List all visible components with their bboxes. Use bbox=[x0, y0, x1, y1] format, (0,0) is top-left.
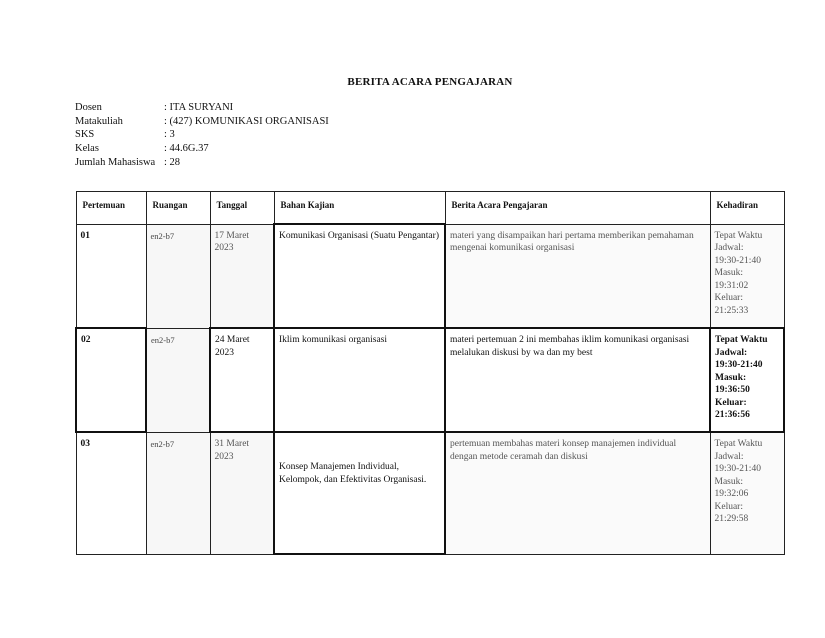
cell-tanggal: 31 Maret 2023 bbox=[210, 432, 274, 554]
table-row bbox=[76, 328, 784, 432]
meta-jumlah-mahasiswa bbox=[75, 156, 329, 170]
cell-berita-acara: pertemuan membahas materi konsep manajemen individual dengan metode ceramah dan diskusi bbox=[445, 432, 710, 554]
meta-label: Jumlah Mahasiswa bbox=[75, 156, 156, 168]
table-row bbox=[76, 432, 784, 554]
attendance-value: 19:30-21:40 bbox=[714, 464, 761, 474]
meta-label: Matakuliah bbox=[75, 115, 123, 127]
attendance-label: Jadwal: bbox=[715, 347, 748, 358]
table-row bbox=[76, 224, 784, 328]
cell-pertemuan: 03 bbox=[76, 432, 146, 554]
cell-pertemuan: 01 bbox=[76, 224, 146, 328]
cell-bahan-kajian: Komunikasi Organisasi (Suatu Pengantar) bbox=[274, 224, 445, 328]
cell-pertemuan: 02 bbox=[76, 328, 146, 432]
header-kehadiran: Kehadiran bbox=[710, 192, 784, 225]
attendance-value: 19:36:50 bbox=[715, 385, 750, 395]
cell-berita-acara: materi pertemuan 2 ini membahas iklim komunikasi organisasi melalukan diskusi by wa dan my best bbox=[445, 328, 710, 432]
attendance-label: Jadwal: bbox=[714, 451, 744, 462]
cell-ruangan: en2-b7 bbox=[146, 432, 210, 554]
teaching-record-table bbox=[75, 191, 785, 555]
meta-label: Kelas bbox=[75, 143, 99, 155]
header-bahan-kajian: Bahan Kajian bbox=[274, 192, 445, 225]
cell-ruangan: en2-b7 bbox=[146, 328, 210, 432]
attendance-value: 21:25:33 bbox=[714, 305, 749, 316]
cell-bahan-kajian: Iklim komunikasi organisasi bbox=[274, 328, 445, 432]
cell-kehadiran bbox=[710, 224, 784, 328]
attendance-label: Masuk: bbox=[714, 268, 743, 278]
attendance-status: Tepat Waktu bbox=[714, 439, 763, 449]
cell-kehadiran bbox=[710, 328, 784, 432]
attendance-label: Jadwal: bbox=[714, 243, 744, 253]
meta-kelas bbox=[75, 142, 329, 156]
cell-ruangan: en2-b7 bbox=[146, 224, 210, 328]
attendance-label: Keluar: bbox=[714, 293, 743, 303]
meta-value: : 44.6G.37 bbox=[164, 143, 209, 155]
meta-value: : 3 bbox=[164, 129, 175, 141]
attendance-value: 21:36:56 bbox=[715, 410, 750, 420]
header-pertemuan: Pertemuan bbox=[76, 192, 146, 225]
attendance-value: 21:29:58 bbox=[714, 514, 749, 524]
course-info bbox=[75, 101, 329, 170]
attendance-label: Keluar: bbox=[714, 501, 743, 512]
attendance-value: 19:30-21:40 bbox=[715, 360, 763, 370]
attendance-label: Masuk: bbox=[715, 372, 747, 383]
meta-value: : ITA SURYANI bbox=[164, 102, 234, 113]
attendance-label: Keluar: bbox=[715, 397, 747, 408]
attendance-value: 19:31:02 bbox=[714, 280, 749, 291]
meta-label: SKS bbox=[75, 129, 95, 141]
cell-berita-acara: materi yang disampaikan hari pertama memberikan pemahaman mengenai komunikasi organisasi bbox=[445, 224, 710, 328]
meta-value: : 28 bbox=[164, 156, 181, 168]
page-title: BERITA ACARA PENGAJARAN bbox=[347, 76, 513, 88]
attendance-label: Masuk: bbox=[714, 476, 743, 487]
cell-tanggal: 17 Maret 2023 bbox=[210, 224, 274, 328]
attendance-value: 19:32:06 bbox=[714, 489, 749, 499]
meta-value: : (427) KOMUNIKASI ORGANISASI bbox=[164, 115, 329, 127]
meta-label: Dosen bbox=[75, 102, 102, 113]
attendance-status: Tepat Waktu bbox=[714, 230, 763, 241]
cell-kehadiran bbox=[710, 432, 784, 554]
header-ruangan: Ruangan bbox=[146, 192, 210, 225]
table-header-row bbox=[76, 192, 784, 225]
cell-tanggal: 24 Maret 2023 bbox=[210, 328, 274, 432]
meta-dosen bbox=[75, 101, 329, 115]
header-berita-acara: Berita Acara Pengajaran bbox=[445, 192, 710, 225]
meta-matakuliah bbox=[75, 115, 329, 129]
attendance-value: 19:30-21:40 bbox=[714, 255, 761, 266]
header-tanggal: Tanggal bbox=[210, 192, 274, 225]
meta-sks bbox=[75, 128, 329, 142]
cell-bahan-kajian: Konsep Manajemen Individual, Kelompok, dan Efektivitas Organisasi. bbox=[274, 432, 445, 554]
attendance-status: Tepat Waktu bbox=[715, 335, 768, 345]
